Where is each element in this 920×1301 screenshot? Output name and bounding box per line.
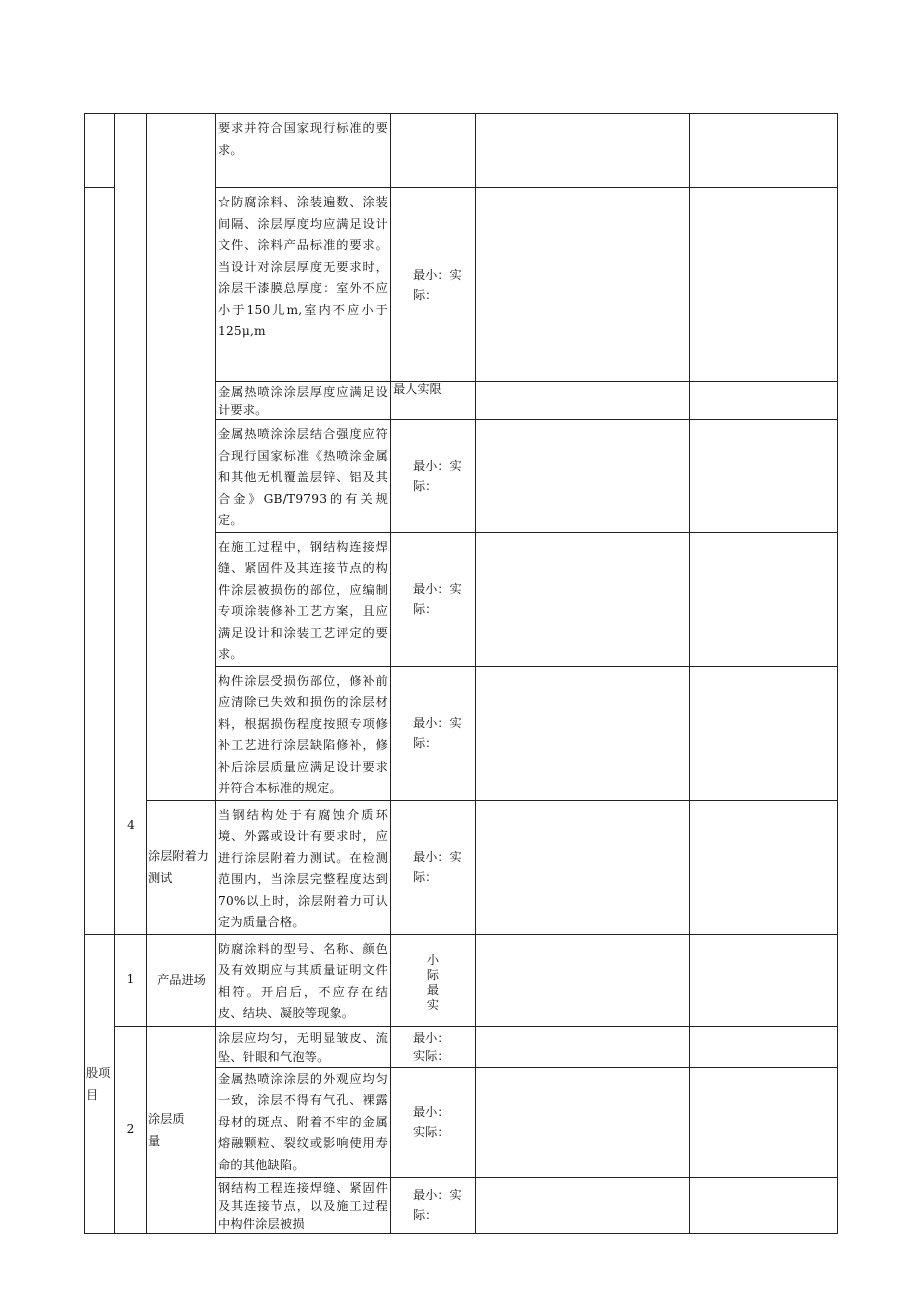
result-cell[interactable] (690, 188, 838, 382)
inspection-table (84, 113, 838, 1234)
category-cell (85, 114, 115, 188)
item-name-cell: 涂层附着力测试 (147, 800, 216, 934)
table-row (85, 1026, 838, 1067)
requirement-cell: 要求并符合国家现行标准的要求。 (216, 114, 391, 188)
check-record-cell[interactable] (476, 666, 690, 800)
number-cell (115, 114, 147, 935)
requirement-cell: 涂层应均匀，无明显皱皮、流坠、针眼和气泡等。 (216, 1026, 391, 1067)
table-row (85, 800, 838, 934)
requirement-cell: 构件涂层受损伤部位，修补前应清除已失效和损伤的涂层材料，根据损伤程度按照专项修补工艺进行涂层缺陷修补，修补后涂层质量应满足设计要求并符合本标准的规定。 (216, 666, 391, 800)
check-record-cell[interactable] (476, 382, 690, 420)
item-number-4: 4 (127, 818, 135, 832)
check-record-cell[interactable] (476, 114, 690, 188)
table-row (85, 934, 838, 1026)
check-record-cell[interactable] (476, 800, 690, 934)
measured-cell: 最小：实际： (391, 420, 476, 533)
requirement-cell: 防腐涂料的型号、名称、颜色及有效期应与其质量证明文件相符。开启后，不应存在结皮、结块、凝胶等现象。 (216, 934, 391, 1026)
measured-cell (391, 114, 476, 188)
result-cell[interactable] (690, 1067, 838, 1177)
result-cell[interactable] (690, 666, 838, 800)
category-cell (85, 188, 115, 935)
check-record-cell[interactable] (476, 934, 690, 1026)
measured-cell: 最小：实际： (391, 1177, 476, 1233)
item-name-text: 涂层质量 (148, 1111, 185, 1148)
result-cell[interactable] (690, 420, 838, 533)
result-cell[interactable] (690, 532, 838, 666)
requirement-cell: ☆防腐涂料、涂装遍数、涂装间隔、涂层厚度均应满足设计文件、涂料产品标准的要求。当设计对涂层厚度无要求时，涂层干漆膜总厚度：室外不应小于150儿m,室内不应小于125μ,m (216, 188, 391, 382)
requirement-cell: 金属热喷涂涂层结合强度应符合现行国家标准《热喷涂金属和其他无机覆盖层锌、铝及其合金》GB/T9793的有关规定。 (216, 420, 391, 533)
measured-cell: 最小：实际： (391, 666, 476, 800)
check-record-cell[interactable] (476, 1177, 690, 1233)
requirement-cell: 金属热喷涂涂层的外观应均匀一致，涂层不得有气孔、裸露母材的斑点、附着不牢的金属熔融颗粒、裂纹或影响使用寿命的其他缺陷。 (216, 1067, 391, 1177)
result-cell[interactable] (690, 382, 838, 420)
result-cell[interactable] (690, 114, 838, 188)
check-record-cell[interactable] (476, 188, 690, 382)
result-cell[interactable] (690, 1026, 838, 1067)
measured-cell: 最人实限 (391, 382, 476, 420)
check-record-cell[interactable] (476, 420, 690, 533)
category-cell: 股项目 (85, 934, 115, 1233)
check-record-cell[interactable] (476, 1026, 690, 1067)
item-name-cell (147, 114, 216, 801)
result-cell[interactable] (690, 800, 838, 934)
check-record-cell[interactable] (476, 1067, 690, 1177)
item-name-cell (147, 1026, 216, 1233)
measured-cell (391, 1067, 476, 1177)
measured-cell (391, 934, 476, 1026)
result-cell[interactable] (690, 934, 838, 1026)
check-record-cell[interactable] (476, 532, 690, 666)
requirement-cell: 当钢结构处于有腐蚀介质环境、外露或设计有要求时，应进行涂层附着力测试。在检测范围内，当涂层完整程度达到70%以上时，涂层附着力可认定为质量合格。 (216, 800, 391, 934)
measured-text: 最小：实际： (413, 1105, 450, 1139)
measured-stack: 小际最实 (426, 952, 440, 1012)
number-cell: 2 (115, 1026, 147, 1233)
measured-cell: 最小：实际： (391, 800, 476, 934)
result-cell[interactable] (690, 1177, 838, 1233)
requirement-cell: 在施工过程中，钢结构连接焊缝、紧固件及其连接节点的构件涂层被损伤的部位，应编制专项涂装修补工艺方案，且应满足设计和涂装工艺评定的要求。 (216, 532, 391, 666)
inspection-table-page (84, 113, 837, 1234)
requirement-cell: 钢结构工程连接焊缝、紧固件及其连接节点，以及施工过程中构件涂层被损 (216, 1177, 391, 1233)
measured-cell: 最小：实际： (391, 188, 476, 382)
measured-text: 最小：实际： (413, 1030, 450, 1063)
item-name-cell: 产品进场 (147, 934, 216, 1026)
requirement-cell: 金属热喷涂涂层厚度应满足设计要求。 (216, 382, 391, 420)
table-row (85, 114, 838, 188)
measured-cell (391, 1026, 476, 1067)
measured-cell: 最小：实际： (391, 532, 476, 666)
number-cell: 1 (115, 934, 147, 1026)
